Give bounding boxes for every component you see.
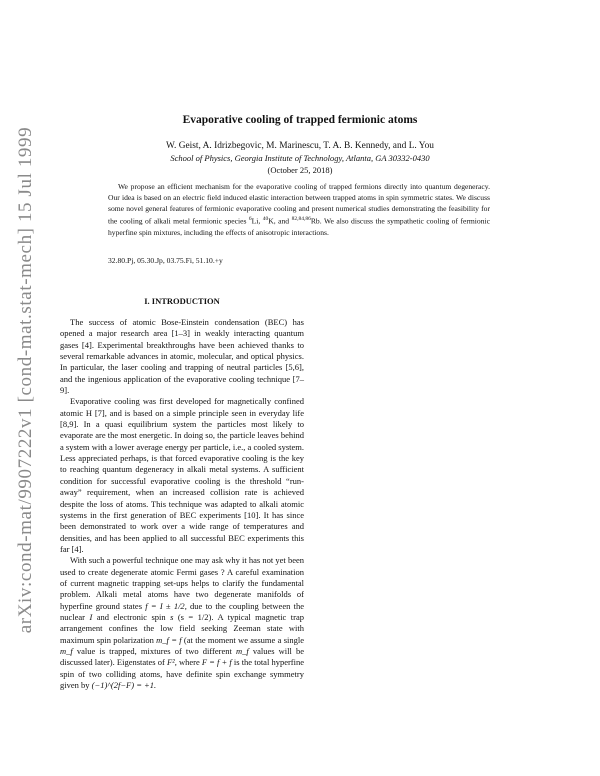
section-heading: I. INTRODUCTION	[144, 296, 220, 306]
paragraph-1: The success of atomic Bose-Einstein condensation (BEC) has opened a major research area [1–3] in weakly interacting quantum gases [4]. Experimental breakthroughs have been achieved thanks to several remarkable advances in atomic, molecular, and optical physics. In particular, the laser cooling and trapping of neutral particles [5,6], and the ingenious application of the evaporative cooling technique [7–9].	[60, 317, 304, 396]
p3-text-d: (s = 1/2). A typical magnetic trap arrangement confines the low field seeking Zeeman state with maximum spin polarization	[60, 611, 305, 645]
abstract	[108, 181, 490, 238]
p3-f-squared: F²	[166, 657, 175, 668]
p3-text-c: and electronic spin	[92, 611, 171, 622]
p3-text-b: , due to the coupling between the nuclear	[60, 600, 304, 622]
abstract-k: K, and	[268, 216, 292, 226]
paper-title: Evaporative cooling of trapped fermionic atoms	[182, 114, 418, 126]
arxiv-identifier: arXiv:cond-mat/9907222v1 [cond-mat.stat-mech] 15 Jul 1999	[15, 126, 36, 634]
p3-text-f: value is trapped, mixtures of two different	[72, 645, 236, 656]
li-mass: 6	[248, 216, 252, 223]
p3-text-g: values will be discussed later). Eigenstates of	[60, 645, 304, 668]
p3-symmetry: (−1)^(2f−F) = +1.	[91, 680, 157, 690]
p3-mf-1: m_f	[60, 645, 73, 656]
abstract-li: Li,	[251, 216, 263, 226]
p3-text-e: (at the moment we assume a single	[181, 634, 304, 645]
paper-affiliation: School of Physics, Georgia Institute of Technology, Atlanta, GA 30332-0430	[170, 153, 430, 163]
p3-f-eq: f = I ± 1/2	[145, 600, 185, 611]
paragraph-2: Evaporative cooling was first developed for magnetically confined atomic H [7], and is based on a simple principle seen in everyday life [8,9]. In a quasi equilibrium system the particles most likely to evaporate are the most energetic. In doing so, the particle leaves behind a system with a lower average energy per particle, i.e., a cooled system. Less appreciated perhaps, is that forced evaporative cooling is the key to reaching quantum degeneracy in alkali metal systems. A sufficient condition for successful evaporative cooling is the threshold “run-away” requirement, when an increased collision rate is achieved despite the loss of atoms. This technique was adapted to alkali atomic systems in the first generation of BEC experiments [10]. It has since been demonstrated to work over a wide range of temperatures and densities, and has been applied to all successful BEC experiments this far [4].	[60, 396, 304, 554]
paper-date: (October 25, 2018)	[267, 165, 333, 175]
p3-nuclear-spin: I	[89, 611, 93, 622]
p3-electron-spin: s	[170, 611, 174, 622]
body-column	[60, 317, 304, 691]
abstract-text-1: We propose an efficient mechanism for the evaporative cooling of trapped fermions directly into quantum degeneracy. Our idea is based on an electric field induced elastic interaction between trapped atoms in spin symmetric states. We discuss some novel general features of fermionic evaporative cooling and present numerical studies demonstrating the feasibility for the cooling of alkali metal fermionic species	[108, 182, 490, 226]
arxiv-sidebar	[6, 100, 46, 660]
p3-f-sum: F = f + f	[201, 657, 232, 668]
p3-text-i: is the total hyperfine spin of two colliding atoms, have definite spin exchange symmetry given by	[60, 657, 305, 690]
p3-mf-2: m_f	[235, 645, 249, 656]
p3-text-a: With such a powerful technique one may ask why it has not yet been used to create degenerate atomic Fermi gases ? A careful examination of current magnetic trapping set-ups helps to clarify the fundamental problem. Alkali metal atoms have two degenerate manifolds of hyperfine ground states	[60, 555, 304, 611]
p3-mf-eq: m_f = f	[156, 634, 182, 645]
paper-authors: W. Geist, A. Idrizbegovic, M. Marinescu, T. A. B. Kennedy, and L. You	[166, 141, 434, 151]
abstract-text-2: Rb. We also discuss the sympathetic cooling of fermionic hyperfine spin mixtures, including the effects of anisotropic interactions.	[108, 216, 490, 237]
k-mass: 40	[262, 216, 269, 223]
paragraph-3	[60, 555, 304, 691]
rb-mass: 82,84,86	[291, 216, 311, 223]
pacs-numbers: 32.80.Pj, 05.30.Jp, 03.75.Fi, 51.10.+y	[108, 256, 223, 265]
p3-text-h: , where	[174, 657, 202, 668]
